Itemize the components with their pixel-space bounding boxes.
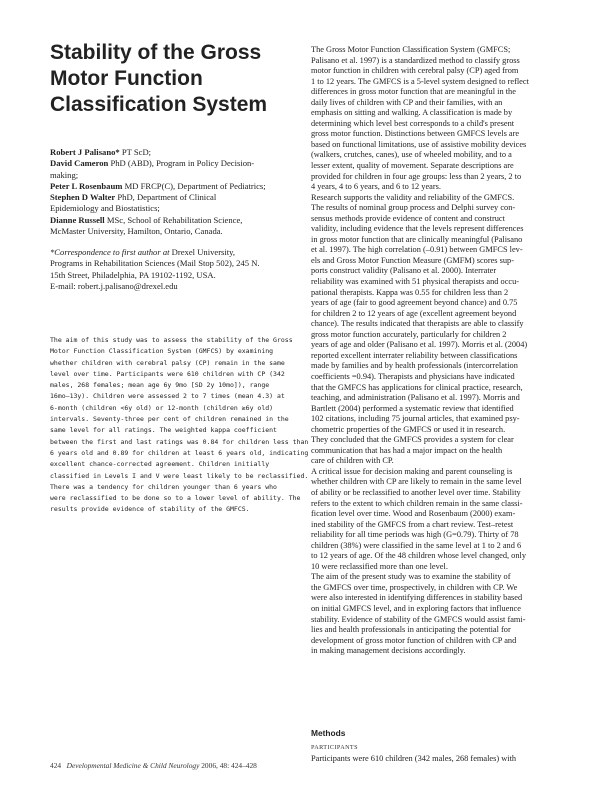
body-line: emphasis on sitting and walking. A classification is made by	[311, 108, 513, 118]
body-line: (walkers, crutches, canes), use of wheeled mobility, and to a	[311, 150, 512, 160]
body-line: daily lives of children with CP and their families, with an	[311, 97, 503, 107]
abstract-line: 6-month (children <6y old) or 12-month (children ≥6y old)	[50, 403, 274, 412]
author-name: Robert J Palisano*	[50, 147, 120, 157]
body-line: to 12 years of age. Of the 48 children whose level changed, only	[311, 551, 527, 561]
author-line: Epidemiology and Biostatistics;	[50, 203, 160, 214]
body-line: reliability was examined with 51 physical therapists and occu-	[311, 277, 520, 287]
body-line: ports construct validity (Palisano et al. 2000). Interrater	[311, 266, 497, 276]
body-line: that the GMFCS has applications for clinical practice, research,	[311, 382, 523, 392]
body-line: years of age and older (Palisano et al. 1997). Morris et al. (2004)	[311, 340, 528, 350]
author-line: making;	[50, 169, 79, 180]
abstract-line: 16mo–13y). Children were assessed 2 to 7 times (mean 4.3) at	[50, 392, 285, 401]
body-text-column	[311, 45, 547, 657]
body-line: years of age (fair to good agreement beyond chance) and 0.75	[311, 298, 518, 308]
body-line: A critical issue for decision making and parent counseling is	[311, 466, 513, 476]
body-line: development of gross motor function of children with CP and	[311, 635, 517, 645]
abstract-line: 6 years old and 0.89 for children at least 6 years old, indicating	[50, 448, 309, 457]
body-line: pational therapists. Kappa was 0.55 for children less than 2	[311, 287, 509, 297]
body-line: 102 citations, including 75 journal articles, that examined psy-	[311, 414, 520, 424]
correspondence-line: 15th Street, Philadelphia, PA 19102-1192, USA.	[50, 269, 216, 280]
body-line: gross motor function accurately, particularly for children 2	[311, 329, 507, 339]
body-line: in making management decisions accordingly.	[311, 646, 466, 656]
author-name: David Cameron	[50, 158, 109, 169]
body-line: 1 to 12 years. The GMFCS is a 5-level system designed to reflect	[311, 76, 529, 86]
body-line: based on functional limitations, use of assistive mobility devices	[311, 139, 527, 149]
body-line: refers to the extent to which children remain in the same classi-	[311, 498, 523, 508]
body-line: The aim of the present study was to examine the stability of	[311, 572, 511, 582]
correspondence-line: Programs in Rehabilitation Sciences (Mail Stop 502), 245 N.	[50, 258, 260, 269]
participants-text: Participants were 610 children (342 males, 268 females) with	[311, 754, 517, 763]
body-line: gross motor function. Distinctions between GMFCS levels are	[311, 129, 520, 139]
abstract-line: level over time. Participants were 610 children with CP (342	[50, 369, 285, 378]
body-line: differences in gross motor function that are meaningful in the	[311, 87, 516, 97]
journal-citation: 2006, 48: 424–428	[201, 761, 257, 770]
title-line: Stability of the Gross	[50, 41, 262, 64]
correspondence-line: *Correspondence to first author at Drexel University,	[50, 247, 236, 257]
abstract-line: There was a tendency for children younger than 6 years who	[50, 482, 277, 491]
body-line: lies and health professionals in anticipating the potential for	[311, 625, 511, 635]
page-footer	[50, 761, 310, 771]
body-line: 4 years, 4 to 6 years, and 6 to 12 years.	[311, 182, 441, 192]
author-line: McMaster University, Hamilton, Ontario, Canada.	[50, 226, 223, 237]
body-line: children (38%) were classified in the same level at 1 to 2 and 6	[311, 540, 522, 550]
body-line: fication level over time. Wood and Rosenbaum (2000) exam-	[311, 509, 516, 519]
abstract-line: males, 268 females; mean age 6y 9mo [SD 2y 10mo]), range	[50, 381, 270, 390]
participants-subheading: PARTICIPANTS	[311, 744, 358, 751]
body-line: stability. Evidence of stability of the GMFCS would assist fami-	[311, 614, 526, 624]
correspondence-label: *Correspondence to first author at	[50, 247, 170, 257]
body-line: made by families and by health professionals (intercorrelation	[311, 361, 518, 371]
body-line: els and Gross Motor Function Measure (GMFM) scores sup-	[311, 255, 515, 265]
author-name: Peter L Rosenbaum	[50, 180, 123, 191]
body-line: The Gross Motor Function Classification System (GMFCS;	[311, 45, 511, 54]
page-number: 424	[50, 761, 62, 770]
author-line: Robert J Palisano* PT ScD;	[50, 147, 152, 157]
body-line: chance). The results indicated that therapists are able to classify	[311, 319, 524, 329]
title-line: Classification System	[50, 93, 268, 116]
body-line: whether children with CP are likely to remain in the same level	[311, 477, 522, 487]
body-line: They concluded that the GMFCS provides a system for clear	[311, 435, 514, 445]
abstract-line: intervals. Seventy-three per cent of children remained in the	[50, 415, 289, 424]
body-line: communication that has had a major impact on the health	[311, 445, 503, 455]
body-line: determining which level best corresponds to a child's present	[311, 118, 515, 128]
body-line: lesser extent, quality of movement. Separate descriptions are	[311, 161, 514, 171]
body-line: care of children with CP.	[311, 456, 394, 466]
author-name: Dianne Russell	[50, 214, 105, 225]
author-line: Peter L Rosenbaum MD FRCP(C), Department of Pediatrics;	[50, 180, 266, 191]
body-line: coefficients =0.94). Therapists and physicians have indicated	[311, 371, 515, 381]
body-line: for children 2 to 12 years of age (excellent agreement beyond	[311, 308, 517, 318]
body-line: the GMFCS over time, prospectively, in children with CP. We	[311, 582, 518, 592]
body-line: et al. 1997). The high correlation (–0.91) between GMFCS lev-	[311, 245, 523, 255]
body-line: of ability or be reclassified to another level over time. Stability	[311, 487, 521, 497]
methods-heading: Methods	[311, 728, 346, 738]
title-line: Motor Function	[50, 67, 203, 90]
author-line: Dianne Russell MSc, School of Rehabilitation Science,	[50, 214, 243, 225]
abstract-line: between the first and last ratings was 0.84 for children less than	[50, 437, 309, 446]
abstract-line: Motor Function Classification System (GMFCS) by examining	[50, 347, 274, 356]
author-name: Stephen D Walter	[50, 192, 116, 203]
body-line: chometric properties of the GMFCS or used it in research.	[311, 424, 506, 434]
author-line: David Cameron PhD (ABD), Program in Policy Decision-	[50, 158, 255, 169]
body-line: motor function in children with cerebral palsy (CP) aged from	[311, 66, 519, 76]
author-affiliations	[50, 147, 290, 237]
abstract-line: classified in Levels I and V were least likely to be reclassified.	[50, 471, 309, 480]
body-line: reliability for all time periods was high (G=0.79). Thirty of 78	[311, 530, 519, 540]
body-line: validity, including evidence that the levels represent differences	[311, 224, 524, 234]
body-line: teaching, and administration (Palisano et al. 1997). Morris and	[311, 393, 520, 403]
abstract	[50, 335, 309, 516]
body-line: Bartlett (2004) performed a systematic review that identified	[311, 403, 514, 413]
body-line: were also interested in identifying differences in stability based	[311, 593, 523, 603]
body-line: in gross motor function that are clinically meaningful (Palisano	[311, 234, 523, 244]
body-line: The results of nominal group process and Delphi survey con-	[311, 203, 516, 213]
body-line: reported excellent interrater reliability between classifications	[311, 350, 518, 360]
author-line: Stephen D Walter PhD, Department of Clinical	[50, 192, 217, 203]
correspondence-email: E-mail: robert.j.palisano@drexel.edu	[50, 280, 178, 291]
article-title	[50, 40, 290, 118]
abstract-line: The aim of this study was to assess the stability of the Gross	[50, 336, 293, 344]
abstract-line: were reclassified to be done so to a lower level of ability. The	[50, 494, 301, 503]
body-line: provided for children in four age groups: less than 2 years, 2 to	[311, 171, 522, 181]
body-line: sensus methods provide evidence of content and construct	[311, 213, 505, 223]
abstract-line: whether children with cerebral palsy (CP) remain in the same	[50, 358, 285, 367]
body-line: Palisano et al. 1997) is a standardized method to classify gross	[311, 55, 520, 65]
journal-name: Developmental Medicine & Child Neurology	[66, 761, 200, 770]
body-line: Research supports the validity and reliability of the GMFCS.	[311, 192, 515, 202]
abstract-line: results provide evidence of stability of the GMFCS.	[50, 505, 250, 514]
body-line: on initial GMFCS level, and in exploring factors that influence	[311, 603, 521, 613]
body-line: ined stability of the GMFCS from a chart review. Test–retest	[311, 519, 514, 529]
abstract-line: same level for all ratings. The weighted kappa coefficient	[50, 426, 277, 435]
abstract-line: excellent chance-corrected agreement. Children initially	[50, 460, 270, 469]
correspondence-address	[50, 247, 290, 292]
body-line: 10 were reclassified more than one level.	[311, 561, 448, 571]
